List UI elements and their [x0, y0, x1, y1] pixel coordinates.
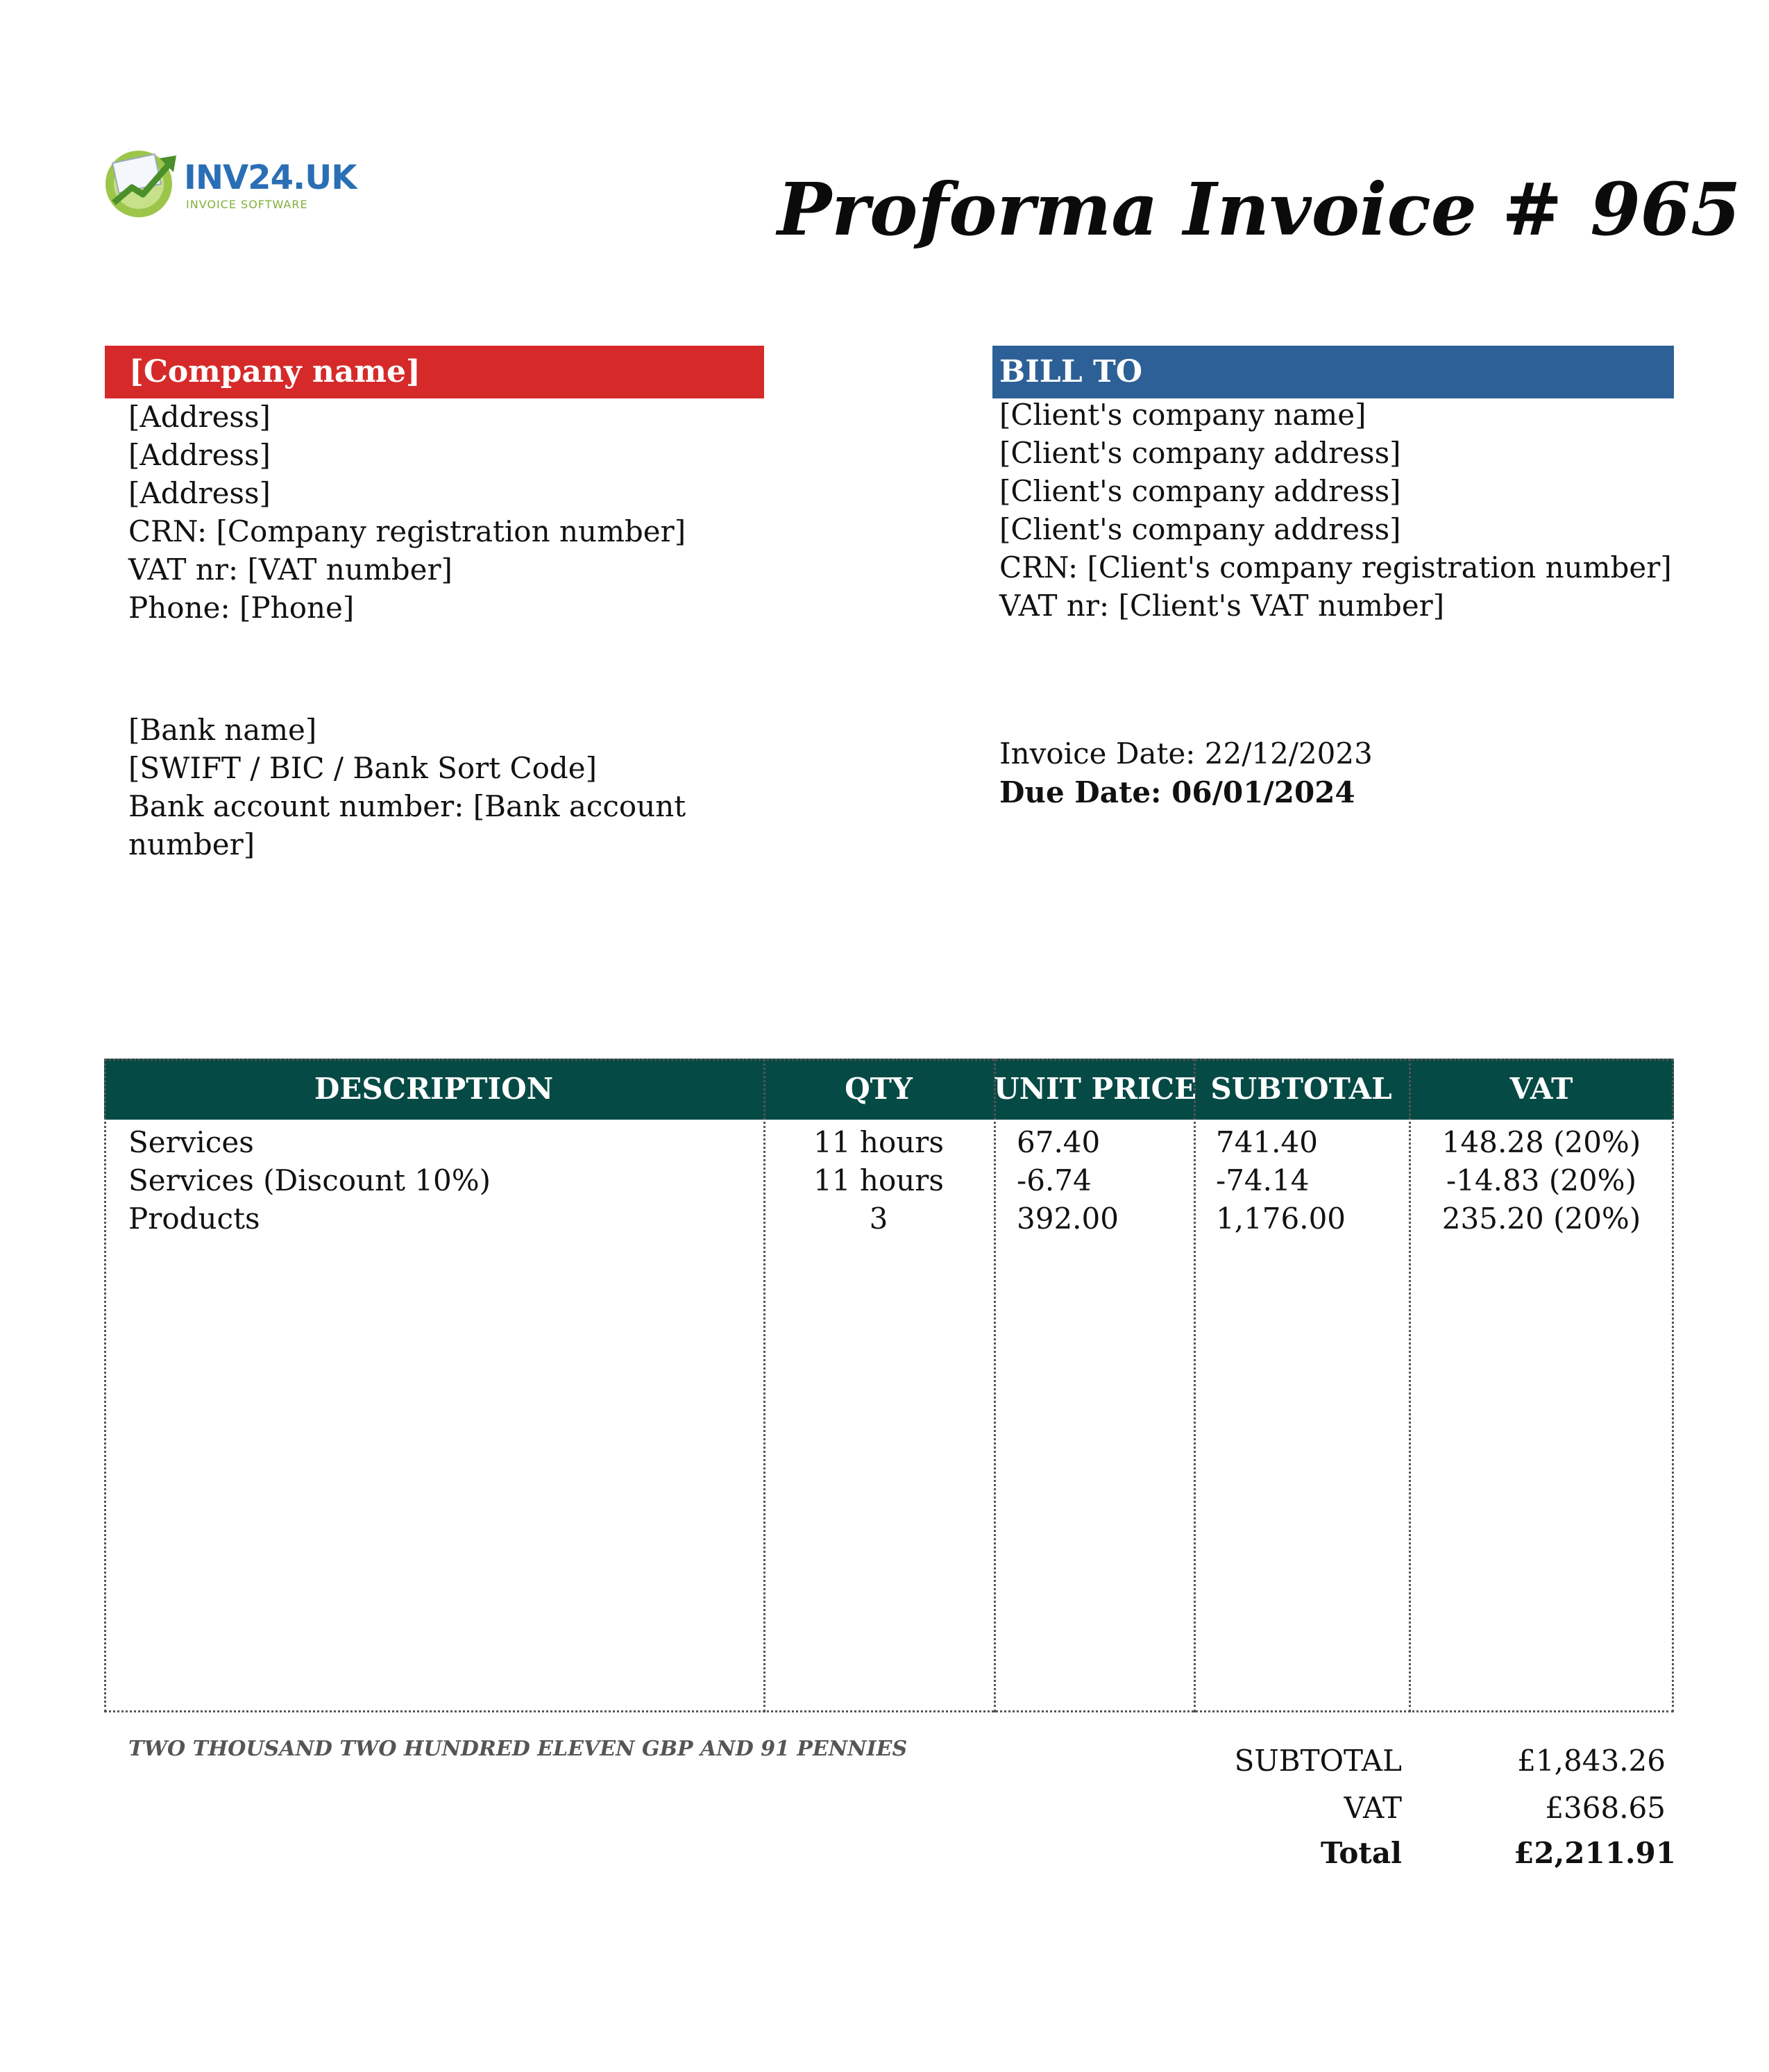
vat-value: £368.65 — [1545, 1791, 1666, 1825]
company-name-header: [Company name] — [105, 346, 764, 398]
bank-code: [SWIFT / BIC / Bank Sort Code] — [128, 751, 598, 785]
row-1-vat: 148.28 (20%) — [1441, 1125, 1641, 1159]
company-address-1: [Address] — [128, 400, 271, 434]
invoice-number: 965 — [1590, 167, 1741, 252]
row-2-unit-price: -6.74 — [1017, 1163, 1092, 1197]
amount-in-words: TWO THOUSAND TWO HUNDRED ELEVEN GBP AND 91 PENNIES — [128, 1737, 908, 1761]
client-vat: VAT nr: [Client's VAT number] — [999, 589, 1445, 623]
row-1-unit-price: 67.40 — [1017, 1125, 1101, 1159]
company-vat: VAT nr: [VAT number] — [128, 553, 452, 587]
due-date: Due Date: 06/01/2024 — [999, 775, 1355, 809]
column-divider — [1194, 1059, 1196, 1712]
invoice-dates — [999, 734, 1373, 812]
vat-label: VAT — [1344, 1791, 1402, 1825]
bank-name: [Bank name] — [128, 713, 317, 747]
subtotal-value: £1,843.26 — [1517, 1744, 1666, 1778]
bank-account: Bank account number: [Bank account number] — [128, 789, 686, 861]
row-3-subtotal: 1,176.00 — [1216, 1202, 1346, 1236]
logo-name: INV24.UK — [184, 158, 357, 197]
row-2-subtotal: -74.14 — [1216, 1163, 1310, 1197]
row-3-qty: 3 — [869, 1202, 888, 1236]
bank-details — [128, 711, 697, 864]
row-2-vat: -14.83 (20%) — [1446, 1163, 1636, 1197]
header-description: DESCRIPTION — [314, 1072, 554, 1106]
row-2-qty: 11 hours — [813, 1163, 944, 1197]
row-3-vat: 235.20 (20%) — [1441, 1202, 1641, 1236]
column-divider — [994, 1059, 996, 1712]
total-label: Total — [1320, 1836, 1402, 1870]
client-address-1: [Client's company address] — [999, 436, 1401, 470]
client-address-2: [Client's company address] — [999, 474, 1401, 508]
invoice-title — [777, 167, 1741, 252]
company-address-2: [Address] — [128, 438, 271, 472]
row-1-subtotal: 741.40 — [1216, 1125, 1318, 1159]
total-value: £2,211.91 — [1514, 1836, 1676, 1870]
client-crn: CRN: [Client's company registration number] — [999, 550, 1672, 584]
invoice-date: Invoice Date: 22/12/2023 — [999, 736, 1373, 770]
company-phone: Phone: [Phone] — [128, 591, 355, 625]
header-subtotal: SUBTOTAL — [1210, 1072, 1392, 1106]
row-3-description: Products — [128, 1202, 260, 1236]
row-2-description: Services (Discount 10%) — [128, 1163, 491, 1197]
invoice-title-label: Proforma Invoice # — [777, 167, 1563, 252]
logo-tagline: INVOICE SOFTWARE — [186, 198, 308, 211]
company-details — [128, 398, 686, 627]
row-1-qty: 11 hours — [813, 1125, 944, 1159]
company-crn: CRN: [Company registration number] — [128, 514, 686, 548]
header-vat: VAT — [1509, 1072, 1573, 1106]
client-details — [999, 396, 1672, 625]
subtotal-label: SUBTOTAL — [1234, 1744, 1402, 1778]
company-address-3: [Address] — [128, 476, 271, 510]
row-3-unit-price: 392.00 — [1017, 1202, 1119, 1236]
client-address-3: [Client's company address] — [999, 512, 1401, 546]
client-name: [Client's company name] — [999, 398, 1366, 432]
header-qty: QTY — [845, 1072, 913, 1106]
header-unit-price: UNIT PRICE — [994, 1072, 1197, 1106]
bill-to-header: BILL TO — [992, 346, 1674, 398]
row-1-description: Services — [128, 1125, 254, 1159]
